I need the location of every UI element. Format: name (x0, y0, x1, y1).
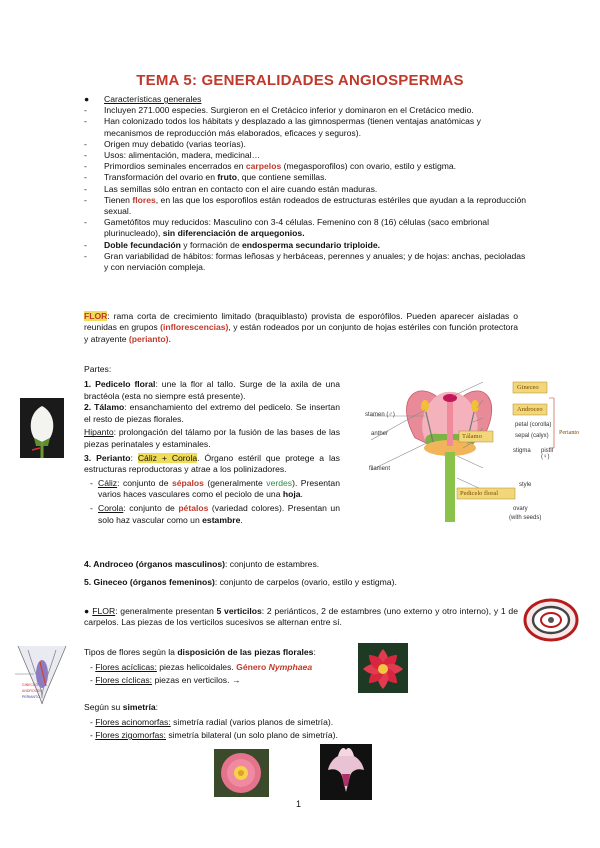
label-stamen: stamen (♂) (365, 412, 395, 418)
ciclicas-label: Flores cíclicas: (95, 675, 153, 685)
hipanto-text: : prolongación del tálamo por la fusión de las bases de las piezas perinatales y estaminales. (84, 427, 340, 449)
simetria-heading-bold: simetría (122, 702, 156, 712)
caracteristica-item (86, 195, 526, 217)
caliz-text-1: : conjunto de (117, 477, 172, 488)
corola-text-1: : conjunto de (123, 502, 179, 513)
talamo-label: 2. Tálamo (84, 402, 125, 413)
verticilos-diagram (522, 598, 580, 642)
aciclicas-text: piezas helicoidales. (156, 662, 237, 672)
ciclicas-item: - Flores cíclicas: piezas en verticilos. → (90, 675, 241, 685)
caracteristica-text: Gran variabilidad de hábitos: formas leñosas y herbáceas, perennes y anuales; y de hojas: anchas, pecioladas y con nerviación compleja. (104, 250, 526, 273)
caracteristica-text: Gametófitos muy reducidos: Masculino con 3-4 células. Femenino con 8 (16) células (saco embrional plurinucleado), (104, 217, 489, 239)
dash-marker: - (84, 183, 87, 194)
caracteristica-item (86, 105, 526, 116)
caracteristica-item (86, 161, 526, 172)
dash-marker: - (84, 194, 87, 205)
estambre-term: estambre (202, 514, 241, 525)
page-title: TEMA 5: GENERALIDADES ANGIOSPERMAS (136, 72, 464, 89)
flower-diagram-svg (363, 378, 563, 526)
bullet-icon: ● (84, 606, 93, 616)
dash-marker: - (84, 250, 87, 261)
disposicion-heading-text-2: : (313, 647, 316, 657)
caracteristica-item (86, 217, 526, 239)
verticilos-text-2: : 2 periánticos, 2 de estambres (uno externo y otro interno), y 1 de carpelos. Las piezas de los verticilos sucesivos se alternan entre sí. (84, 606, 518, 628)
perianto-highlight: Cáliz + Corola (137, 452, 198, 463)
label-petal: petal (corolla) (515, 422, 552, 428)
caracteristica-text: (megasporofilos) con ovario, estilo y estigma. (281, 161, 457, 172)
corola-label: Corola (98, 502, 124, 513)
caliz-item: - Cáliz: conjunto de sépalos (generalmente verdes). Presentan varios haces vasculares como el peciolo de una hoja. (90, 477, 340, 500)
label-androceo: Androceo (517, 406, 543, 413)
dash-marker: - (84, 150, 87, 161)
caracteristica-text: carpelos (245, 161, 282, 172)
genero-label: Género (236, 662, 269, 672)
flor-label: FLOR (84, 311, 108, 321)
sepalos-term: sépalos (171, 477, 204, 488)
caracteristica-text: Transformación del ovario en (104, 172, 218, 183)
caracteristica-text: Primordios seminales encerrados en (104, 161, 246, 172)
verticilos-text-1: : generalmente presentan (115, 606, 217, 616)
simetria-heading-text-1: Según su (84, 702, 123, 712)
caracteristica-text: , que contiene semillas. (236, 172, 327, 183)
nymphaea-label: Nymphaea (268, 662, 313, 672)
pedicelo-photo (20, 398, 64, 458)
dash-marker: - (84, 239, 87, 250)
ciclicas-text: piezas en verticilos. → (152, 675, 241, 685)
label-gineceo: Gineceo (517, 384, 539, 391)
page-number: 1 (296, 799, 302, 809)
gineceo-text: : conjunto de carpelos (ovario, estilo y estigma). (214, 577, 397, 587)
caracteristica-text: Origen muy debatido (varias teorías). (104, 138, 246, 149)
caliz-label: Cáliz (98, 477, 118, 488)
hoja-term: hoja (282, 489, 301, 500)
label-style: style (519, 482, 532, 488)
caracteristicas-heading: Características generales (104, 94, 202, 104)
label-filament: filament (369, 466, 391, 472)
caracteristica-text: Las semillas sólo entran en contacto con el aire cuando están maduras. (104, 183, 378, 194)
acinomorfas-label: Flores acinomorfas: (95, 717, 171, 727)
partes-heading: Partes: (84, 364, 112, 374)
perianto-term: (perianto). (128, 333, 171, 344)
verticilos-bold: 5 verticilos (216, 606, 262, 616)
pedicelo-text: : une la flor al tallo. Surge de la axila de una bractéola (esta no siempre está presente). (84, 379, 340, 401)
caracteristicas-list (86, 94, 526, 273)
simetria-heading (84, 702, 424, 713)
side-label-perianto: PERIANTO (22, 695, 40, 699)
zigomorfas-item: - Flores zigomorfas: simetría bilateral (un solo plano de simetría). (90, 730, 338, 740)
androceo-item (84, 559, 504, 570)
verdes-term: verdes (266, 477, 293, 488)
hipanto-label: Hipanto (84, 427, 114, 438)
caracteristica-text: Tienen (104, 194, 133, 205)
label-perianto: Perianto (559, 430, 579, 436)
caracteristica-text: Incluyen 271.000 especies. Surgieron en el Cretácico inferior y dominaron en el Cretácico medio. (104, 105, 474, 116)
bullet-icon: ● (84, 94, 90, 104)
perianto-label: 3. Perianto (84, 452, 131, 463)
pedicelo-label: 1. Pedicelo floral (84, 379, 156, 389)
flor-paragraph (84, 311, 518, 345)
petalos-term: pétalos (178, 502, 209, 513)
partes-block (84, 379, 340, 526)
gineceo-label: 5. Gineceo (órganos femeninos) (84, 577, 215, 587)
zigomorfa-photo (320, 744, 372, 800)
aciclicas-label: Flores acíclicas: (95, 662, 157, 672)
dash-marker: - (84, 161, 87, 172)
label-anther: anther (371, 431, 389, 437)
dash-marker: - (84, 172, 87, 183)
flor-text-1: : rama corta de crecimiento limitado (braquiblasto) provista de esporófilos. Pueden aparecer aisladas o reunidas en grupos (84, 311, 518, 333)
caracteristica-text: Usos: alimentación, madera, medicinal… (104, 150, 261, 161)
androceo-label: 4. Androceo (órganos masculinos) (84, 559, 226, 569)
talamo-item (84, 402, 340, 425)
label-ovary: ovary (513, 506, 528, 512)
caracteristica-text: , en las que los esporofilos están rodeados de estructuras estériles que ayudan a la reproducción sexual. (104, 194, 527, 217)
caracteristicas-items (86, 105, 526, 273)
flor-text-2: , y están rodeados por un conjunto de hojas estériles con función protectora y atrayente (84, 322, 518, 344)
dash-marker: - (84, 116, 87, 127)
caracteristica-text: Doble fecundación (104, 239, 181, 250)
aciclicas-item: - Flores acíclicas: piezas helicoidales. Género Nymphaea (90, 662, 313, 672)
caracteristica-text: Han colonizado todos los hábitats y desplazado a las gimnospermas (tienen ventajas anatómicas y mecanismos de reproducción más elaborados, eficaces y seguros). (104, 116, 481, 138)
zigomorfas-label: Flores zigomorfas: (95, 730, 166, 740)
caracteristica-text: fruto (217, 172, 237, 183)
caracteristica-text: flores (132, 194, 156, 205)
caracteristica-item (86, 184, 526, 195)
flower-diagram (363, 378, 579, 526)
caracteristicas-heading-row (86, 94, 526, 105)
caracteristica-text: sin diferenciación de arquegonios. (162, 228, 305, 239)
dash-marker: - (84, 138, 87, 149)
dash-marker: - (84, 217, 87, 228)
simetria-heading-text-2: : (155, 702, 159, 712)
caracteristica-text: endosperma secundario triploide. (242, 239, 381, 250)
caracteristica-item (86, 116, 526, 138)
nymphaea-photo (358, 643, 408, 693)
acinomorfas-text: simetría radial (varios planos de simetría). (170, 717, 334, 727)
androceo-text: : conjunto de estambres. (225, 559, 320, 569)
label-sepal: sepal (calyx) (515, 433, 549, 439)
caracteristica-item (86, 139, 526, 150)
perianto-item: 3. Perianto: Cáliz + Corola. Órgano estéril que protege a las estructuras reproductoras y atrae a los polinizadores. (84, 452, 340, 475)
caliz-text-2: (generalmente (203, 477, 267, 488)
caracteristica-item (86, 172, 526, 183)
actinomorfa-photo (214, 749, 269, 797)
verticilos-flor-label: FLOR (92, 606, 116, 616)
label-talamo: Tálamo (462, 433, 482, 440)
corola-item: - Corola: conjunto de pétalos (variedad colores). Presentan un solo haz vascular como un estambre. (90, 502, 340, 525)
hipanto-item (84, 427, 340, 450)
side-label-androceo: ANDROCEO (22, 689, 43, 693)
inflorescencias: (inflorescencias) (160, 322, 229, 333)
caracteristica-item (86, 150, 526, 161)
talamo-text: : ensanchamiento del extremo del pedicelo. Se insertan el resto de piezas florales. (84, 402, 340, 424)
side-label-gineceo: GINECEO (22, 683, 39, 687)
pedicelo-item (84, 379, 340, 402)
zigomorfas-text: simetría bilateral (un solo plano de simetría). (165, 730, 338, 740)
label-pedicelo: Pedicelo floral (460, 490, 499, 497)
label-stigma: stigma (513, 448, 531, 454)
verticilos-paragraph (84, 606, 518, 629)
caracteristica-item (86, 251, 526, 273)
label-pistil: pistil (♀) (541, 448, 554, 460)
gineceo-item (84, 577, 504, 588)
corola-text-2: (variedad colores). Presentan un solo haz vascular como un (98, 502, 340, 525)
caracteristica-item (86, 240, 526, 251)
dash-marker: - (84, 105, 87, 116)
perianto-text: . Órgano estéril que protege a las estructuras reproductoras y atrae a los polinizadores. (84, 452, 340, 475)
label-ovary-seeds: (with seeds) (509, 515, 542, 521)
caracteristica-text: y formación de (180, 239, 243, 250)
flower-section-sketch (12, 640, 72, 708)
disposicion-heading-bold: disposición de las piezas florales (177, 647, 314, 657)
disposicion-heading-text-1: Tipos de flores según la (84, 647, 178, 657)
caliz-text-3: ). Presentan varios haces vasculares como el peciolo de una (98, 477, 340, 500)
acinomorfas-item: - Flores acinomorfas: simetría radial (varios planos de simetría). (90, 717, 334, 727)
